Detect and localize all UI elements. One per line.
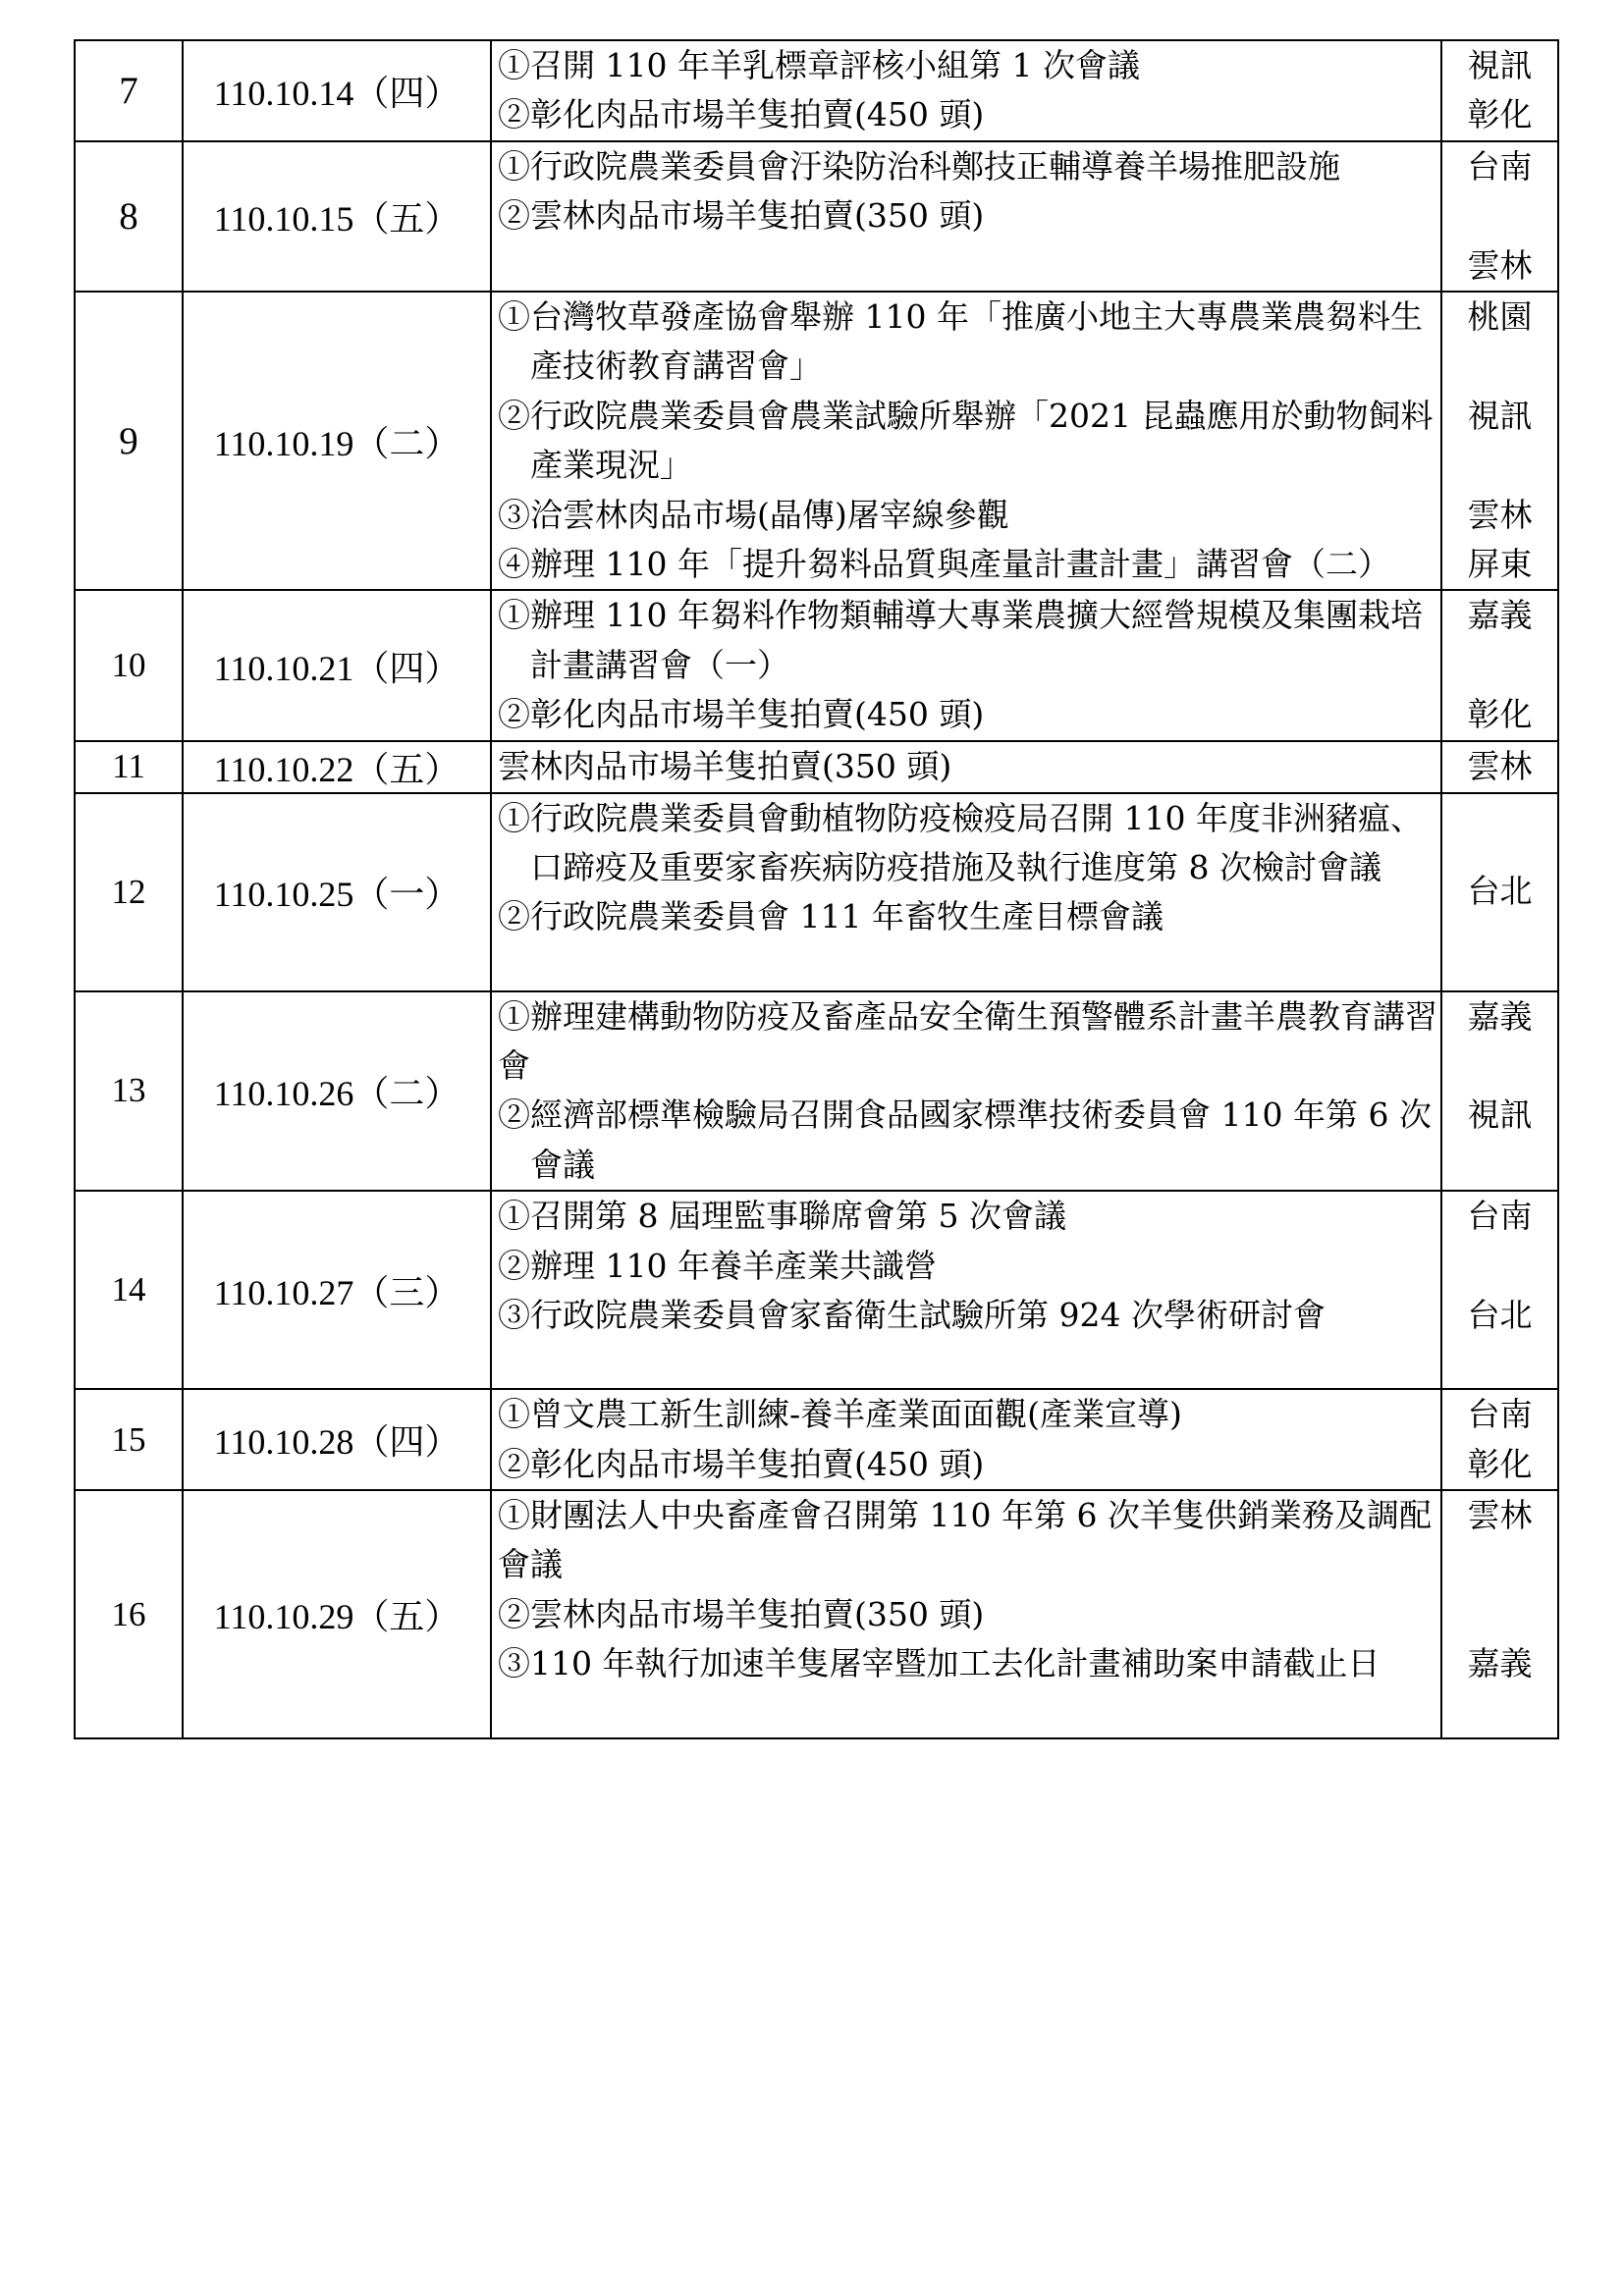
location-label: 彰化 — [1467, 695, 1533, 734]
agenda-item: ①財團法人中央畜產會召開第 110 年第 6 次羊隻供銷業務及調配會議 — [498, 1496, 1432, 1584]
agenda-item: ④辦理 110 年「提升芻料品質與產量計畫計畫」講習會（二） — [498, 545, 1390, 584]
location-label: 彰化 — [1467, 1444, 1533, 1483]
row-date: 110.10.19（二） — [183, 292, 491, 590]
row-date: 110.10.29（五） — [183, 1490, 491, 1738]
table-row — [75, 292, 1558, 590]
row-items — [491, 590, 1441, 740]
row-items — [491, 1490, 1441, 1738]
row-locations — [1441, 40, 1558, 141]
location-label — [1442, 641, 1557, 690]
row-locations — [1441, 590, 1558, 740]
agenda-item: ②行政院農業委員會農業試驗所舉辦「2021 昆蟲應用於動物飼料產業現況」 — [498, 396, 1434, 485]
agenda-item: ②經濟部標準檢驗局召開食品國家標準技術委員會 110 年第 6 次會議 — [498, 1095, 1432, 1184]
schedule-table — [74, 39, 1559, 1739]
agenda-item: ②彰化肉品市場羊隻拍賣(450 頭) — [498, 1444, 985, 1483]
row-date: 110.10.27（三） — [183, 1191, 491, 1389]
table-row — [75, 991, 1558, 1192]
row-date: 110.10.15（五） — [183, 141, 491, 292]
location-label: 嘉義 — [1467, 596, 1533, 635]
location-label: 雲林 — [1467, 1496, 1533, 1535]
row-locations — [1441, 991, 1558, 1192]
row-locations — [1441, 1389, 1558, 1490]
row-date: 110.10.26（二） — [183, 991, 491, 1192]
row-items — [491, 292, 1441, 590]
row-number: 12 — [75, 793, 183, 991]
row-locations — [1441, 292, 1558, 590]
location-label: 彰化 — [1467, 95, 1533, 134]
agenda-item: ①辦理 110 年芻料作物類輔導大專業農擴大經營規模及集團栽培計畫講習會（一） — [498, 596, 1423, 684]
location-label: 視訊 — [1467, 1095, 1533, 1135]
table-row — [75, 741, 1558, 793]
agenda-item: ③110 年執行加速羊隻屠宰暨加工去化計畫補助案申請截止日 — [498, 1644, 1380, 1683]
row-items — [491, 141, 1441, 292]
row-items — [491, 1191, 1441, 1389]
row-items — [491, 991, 1441, 1192]
table-row — [75, 1389, 1558, 1490]
row-locations — [1441, 1490, 1558, 1738]
location-label: 嘉義 — [1467, 996, 1533, 1036]
row-date: 110.10.28（四） — [183, 1389, 491, 1490]
location-label — [1442, 441, 1557, 490]
row-items — [491, 793, 1441, 991]
location-label: 台南 — [1467, 1395, 1533, 1434]
row-number: 10 — [75, 590, 183, 740]
location-label: 視訊 — [1467, 396, 1533, 435]
location-label: 屏東 — [1467, 544, 1533, 583]
row-date: 110.10.14（四） — [183, 40, 491, 141]
location-label: 台北 — [1467, 872, 1533, 911]
table-row — [75, 590, 1558, 740]
table-row — [75, 1191, 1558, 1389]
agenda-item: ②雲林肉品市場羊隻拍賣(350 頭) — [498, 196, 985, 236]
agenda-item: ②彰化肉品市場羊隻拍賣(450 頭) — [498, 95, 985, 134]
agenda-item: ①台灣牧草發產協會舉辦 110 年「推廣小地主大專農業農芻料生產技術教育講習會」 — [498, 296, 1423, 386]
agenda-item: ①行政院農業委員會汙染防治科鄭技正輔導養羊場推肥設施 — [498, 146, 1340, 186]
agenda-item: ①召開第 8 屆理監事聯席會第 5 次會議 — [498, 1197, 1066, 1236]
table-row — [75, 40, 1558, 141]
row-number: 14 — [75, 1191, 183, 1389]
location-label — [1442, 1590, 1557, 1639]
location-label: 台南 — [1467, 1197, 1533, 1236]
agenda-item: ③行政院農業委員會家畜衛生試驗所第 924 次學術研討會 — [498, 1296, 1326, 1335]
agenda-item: ①行政院農業委員會動植物防疫檢疫局召開 110 年度非洲豬瘟、口蹄疫及重要家畜疾病防疫措施及執行進度第 8 次檢討會議 — [498, 798, 1423, 887]
location-label — [1442, 342, 1557, 391]
location-label: 雲林 — [1467, 495, 1533, 534]
row-items — [491, 1389, 1441, 1490]
location-label: 台北 — [1467, 1296, 1533, 1335]
table-row — [75, 793, 1558, 991]
row-number: 9 — [75, 292, 183, 590]
location-label: 雲林 — [1467, 746, 1533, 785]
row-locations — [1441, 141, 1558, 292]
location-label — [1442, 191, 1557, 240]
location-label: 嘉義 — [1467, 1644, 1533, 1683]
row-date: 110.10.22（五） — [183, 741, 491, 793]
row-number: 7 — [75, 40, 183, 141]
location-label: 桃園 — [1467, 296, 1533, 336]
location-label — [1442, 1540, 1557, 1589]
row-number: 8 — [75, 141, 183, 292]
location-label: 視訊 — [1467, 46, 1533, 84]
row-number: 15 — [75, 1389, 183, 1490]
agenda-item: ②辦理 110 年養羊產業共識營 — [498, 1246, 937, 1285]
row-items — [491, 40, 1441, 141]
row-locations — [1441, 1191, 1558, 1389]
row-locations — [1441, 793, 1558, 991]
agenda-item: ①曾文農工新生訓練-養羊產業面面觀(產業宣導) — [498, 1395, 1182, 1434]
agenda-item: ③洽雲林肉品市場(晶傳)屠宰線參觀 — [498, 495, 1009, 534]
row-date: 110.10.21（四） — [183, 590, 491, 740]
agenda-item: ①辦理建構動物防疫及畜產品安全衛生預警體系計畫羊農教育講習會 — [498, 996, 1437, 1086]
agenda-item: ②行政院農業委員會 111 年畜牧生產目標會議 — [498, 897, 1164, 936]
row-date: 110.10.25（一） — [183, 793, 491, 991]
table-row — [75, 141, 1558, 292]
row-locations — [1441, 741, 1558, 793]
schedule-body — [75, 40, 1558, 1738]
location-label: 台南 — [1467, 146, 1533, 186]
agenda-item: ①召開 110 年羊乳標章評核小組第 1 次會議 — [498, 46, 1140, 84]
row-number: 11 — [75, 741, 183, 793]
agenda-item: 雲林肉品市場羊隻拍賣(350 頭) — [498, 746, 952, 785]
row-number: 16 — [75, 1490, 183, 1738]
table-row — [75, 1490, 1558, 1738]
location-label — [1442, 1242, 1557, 1291]
location-label — [1442, 1041, 1557, 1091]
location-label: 雲林 — [1467, 245, 1533, 285]
row-items — [491, 741, 1441, 793]
row-number: 13 — [75, 991, 183, 1192]
agenda-item: ②雲林肉品市場羊隻拍賣(350 頭) — [498, 1594, 985, 1633]
agenda-item: ②彰化肉品市場羊隻拍賣(450 頭) — [498, 695, 985, 734]
